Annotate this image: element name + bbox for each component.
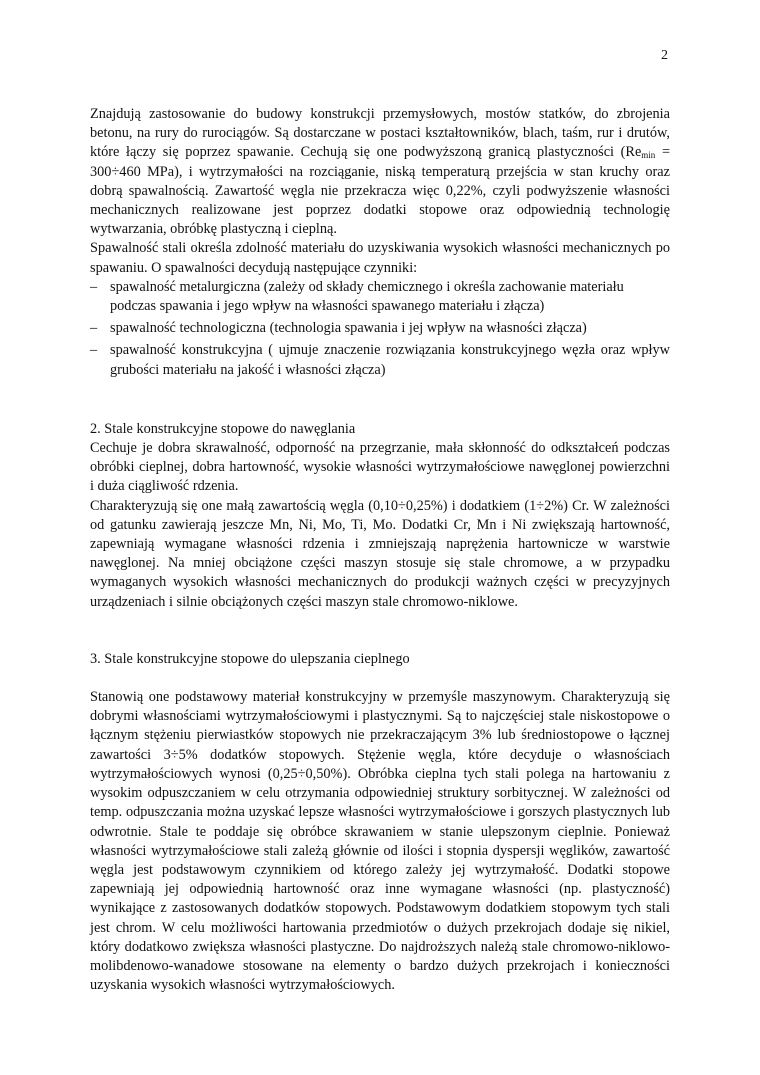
list-bullet: – xyxy=(90,320,98,337)
list-bullet: – xyxy=(90,342,98,359)
weldability-list xyxy=(90,278,670,380)
intro-paragraph xyxy=(90,105,670,239)
list-item-text: spawalność konstrukcyjna ( ujmuje znaczenie rozwiązania konstrukcyjnego węzła oraz wpływ grubości materiału na jakość i własności złącza) xyxy=(110,342,670,378)
list-item xyxy=(90,319,670,338)
intro-text-end: = 300÷460 MPa), i wytrzymałości na rozciąganie, niską temperaturą przejścia w stan kruchy oraz dobrą spawalnością. Zawartość węgla nie przekracza więc 0,22%, czyli podwyższenie własności mechanicznych realizowane jest poprzez dodatki stopowe oraz odpowiednią technologię wytwarzania, obróbkę plastyczną i cieplną. xyxy=(90,144,671,238)
page-number: 2 xyxy=(661,48,668,63)
list-item xyxy=(90,278,670,316)
section-2-paragraph-2: Charakteryzują się one małą zawartością węgla (0,10÷0,25%) i dodatkiem (1÷2%) Cr. W zależności od gatunku zawierają jeszcze Mn, Ni, Mo, Ti, Mo. Dodatki Cr, Mn i Ni zwiększają hartowność, zapewniają wymagane własności rdzenia i zmniejszają naprężenia hartownicze w warstwie nawęglonej. Na mniej obciążone części maszyn stosuje się stale chromowe, a w przypadku wymaganych wysokich własności mechanicznych do produkcji ważnych części w precyzyjnych urządzeniach i silnie obciążonych części maszyn stale chromowo-niklowe. xyxy=(90,497,670,610)
re-min-subscript: min xyxy=(641,150,656,161)
weldability-paragraph: Spawalność stali określa zdolność materiału do uzyskiwania wysokich własności mechanicznych po spawaniu. O spawalności decydują następujące czynniki: xyxy=(90,240,670,276)
list-bullet: – xyxy=(90,278,98,295)
intro-text-start: Znajdują zastosowanie do budowy konstrukcji przemysłowych, mostów statków, do zbrojenia betonu, na rury do rurociągów. Są dostarczane w postaci kształtowników, blach, taśm, rur i drutów, które łączy się poprzez spawanie. Cechują się one podwyższoną granicą plastyczności (Re xyxy=(90,106,670,161)
section-3-paragraph: Stanowią one podstawowy materiał konstrukcyjny w przemyśle maszynowym. Charakteryzują się dobrymi własnościami wytrzymałościowymi i plastycznymi. Są to najczęściej stale niskostopowe o łącznym stężeniu pierwiastków stopowych nie przekraczającym 3% lub średniostopowe o łącznej zawartości 3÷5% dodatków stopowych. Stężenie węgla, które decyduje o własnościach wytrzymałościowych wynosi (0,25÷0,50%). Obróbka cieplna tych stali polega na hartowaniu z wysokim odpuszczaniem w celu otrzymania odpowiedniej struktury sorbitycznej. W zależności od temp. odpuszczania można uzyskać lepsze własności wytrzymałościowe i gorszych plastycznych lub odwrotnie. Stale te poddaje się obróbce skrawaniem w stanie ulepszonym cieplnie. Ponieważ własności wytrzymałościowe stali zależą głównie od ilości i stopnia dyspersji węglików, zawartość węgla jest podstawowym czynnikiem od którego zależy jej wytrzymałość. Dodatki stopowe zapewniają jej odpowiednią hartowność oraz inne wymagane własności (np. plastyczność) wynikające z zastosowanych dodatków stopowych. Podstawowym dodatkiem stopowym tych stali jest chrom. W celu możliwości hartowania przedmiotów o dużych przekrojach dodaje się nikiel, który dodatkowo zwiększa własności plastyczne. Do najdroższych należą stale chromowo-niklowo-molibdenowo-wanadowe stosowane na elementy o bardzo dużych przekrojach i konieczności uzyskania wysokich własności wytrzymałościowych. xyxy=(90,689,670,994)
section-2-paragraph-1: Cechuje je dobra skrawalność, odporność na przegrzanie, mała skłonność do odkształceń podczas obróbki cieplnej, dobra hartowność, wysokie własności wytrzymałościowe nawęglonej powierzchni i duża ciągliwość rdzenia. xyxy=(90,440,670,495)
list-item-text: spawalność metalurgiczna (zależy od składy chemicznego i określa zachowanie materiału podczas spawania i jego wpływ na własności spawanego materiału i złącza) xyxy=(110,278,624,315)
list-item-text: spawalność technologiczna (technologia spawania i jej wpływ na własności złącza) xyxy=(110,320,587,337)
section-3-heading: 3. Stale konstrukcyjne stopowe do ulepszania cieplnego xyxy=(90,650,410,667)
list-item xyxy=(90,341,670,379)
section-2-heading: 2. Stale konstrukcyjne stopowe do nawęglania xyxy=(90,420,356,437)
document-body xyxy=(90,105,670,995)
